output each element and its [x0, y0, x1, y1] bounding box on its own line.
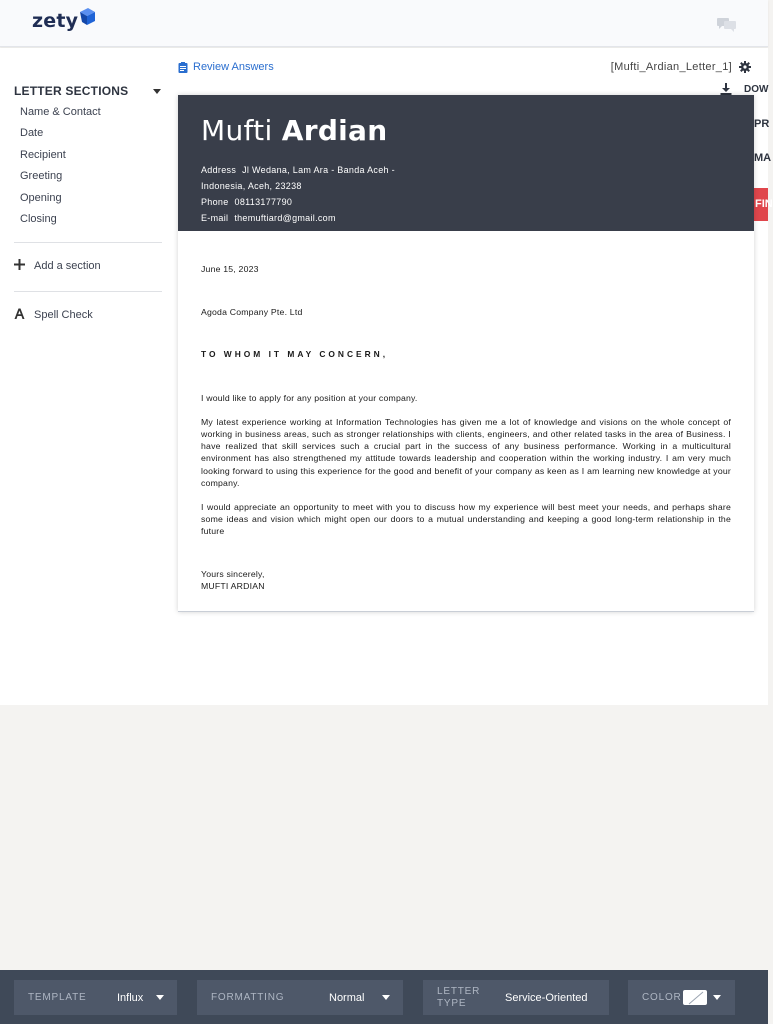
spell-check-label: Spell Check [34, 309, 93, 322]
email-label: E-mail [201, 213, 229, 223]
letter-greeting: TO WHOM IT MAY CONCERN, [201, 349, 389, 360]
contact-block [201, 162, 754, 226]
add-section-button[interactable] [14, 259, 162, 273]
caret-down-icon [156, 995, 164, 1000]
letter-header[interactable] [178, 95, 754, 231]
letter-paragraph-1: My latest experience working at Information Technologies has given me a lot of knowledge and visions on the whole concept of working in business areas, such as stronger relationships with clients, engineers, and other related tasks in the area of Business. I have realized that skill services such a crucial part in the success of any business performance. Working in a multicultural environment has also strengthened my attitude towards leadership and cooperation within the working industry. I am very much looking forward to using this experience for the good and benefit of your company as keen as I am learning new knowledge at your company. [201, 416, 731, 488]
phone-label: Phone [201, 197, 229, 207]
letter-opening: I would like to apply for any position at your company. [201, 392, 418, 403]
section-list [14, 105, 162, 233]
review-answers-link[interactable] [178, 61, 274, 73]
template-label: TEMPLATE [28, 992, 87, 1003]
gear-icon[interactable] [739, 61, 751, 73]
logo-cube-icon [79, 8, 95, 28]
logo-text: zety [32, 10, 79, 32]
letter-sections-title: LETTER SECTIONS [14, 84, 129, 98]
letter-sections-toggle[interactable] [14, 84, 162, 98]
letter-paragraph-2: I would appreciate an opportunity to meet with you to discuss how my experience will best meet your needs, and perhaps share some ideas and vision which might open our doors to a mutual understanding and keeping a good long-term relationship in the future [201, 502, 731, 537]
swatch-slash-icon [683, 990, 707, 1005]
formatting-value: Normal [329, 991, 365, 1004]
letter-body [178, 231, 754, 592]
caret-down-icon [713, 995, 721, 1000]
letter-type-label-1: LETTER [437, 986, 481, 997]
add-section-label: Add a section [34, 260, 101, 273]
address-label: Address [201, 165, 237, 175]
letter-type-value: Service-Oriented [505, 991, 588, 1004]
color-label: COLOR [642, 992, 682, 1003]
spell-check-button[interactable] [14, 308, 162, 322]
download-label: DOW [744, 84, 769, 95]
print-button[interactable]: PR [754, 118, 770, 130]
review-answers-label: Review Answers [193, 61, 274, 73]
formatting-label: FORMATTING [211, 992, 285, 1003]
letter-signature: MUFTI ARDIAN [201, 580, 265, 591]
email-value: themuftiard@gmail.com [234, 213, 336, 223]
sidebar-item-opening[interactable]: Opening [20, 191, 62, 204]
letter-preview[interactable] [178, 95, 754, 612]
formatting-selector[interactable] [197, 980, 403, 1015]
caret-down-icon [382, 995, 390, 1000]
bottom-toolbar [0, 970, 768, 1024]
zety-logo[interactable] [32, 10, 95, 32]
template-value: Influx [117, 991, 144, 1004]
address-line-2: Indonesia, Aceh, 23238 [201, 181, 302, 191]
clipboard-icon [178, 62, 188, 73]
top-header [0, 0, 768, 47]
letter-recipient: Agoda Company Pte. Ltd [201, 307, 303, 318]
letter-type-label-2: TYPE [437, 998, 467, 1009]
email-button[interactable]: MA [754, 152, 772, 164]
sidebar-item-name-contact[interactable]: Name & Contact [20, 106, 101, 118]
divider [14, 291, 162, 292]
letter-date: June 15, 2023 [201, 264, 259, 274]
spell-check-icon [14, 308, 34, 322]
address-line-1: Jl Wedana, Lam Ara - Banda Aceh - [242, 165, 395, 175]
template-selector[interactable] [14, 980, 177, 1015]
sidebar-item-recipient[interactable]: Recipient [20, 148, 66, 161]
letter-type-selector[interactable] [423, 980, 609, 1015]
sidebar-item-closing[interactable]: Closing [20, 212, 57, 225]
first-name: Mufti [201, 114, 273, 147]
divider [14, 242, 162, 243]
caret-down-icon [153, 89, 161, 94]
plus-icon [14, 259, 34, 273]
last-name: Ardian [281, 114, 388, 147]
sidebar-item-date[interactable]: Date [20, 127, 44, 140]
color-swatch[interactable] [683, 990, 707, 1005]
document-name[interactable]: [Mufti_Ardian_Letter_1] [610, 61, 732, 73]
phone-value: 08113177790 [234, 197, 293, 207]
letter-sections-sidebar [14, 84, 162, 322]
color-selector[interactable] [628, 980, 735, 1015]
letter-closing: Yours sincerely, [201, 568, 265, 579]
sidebar-item-greeting[interactable]: Greeting [20, 170, 63, 183]
chat-icon[interactable] [717, 16, 737, 32]
finish-button[interactable]: FIN [754, 188, 768, 221]
applicant-name [201, 113, 754, 149]
